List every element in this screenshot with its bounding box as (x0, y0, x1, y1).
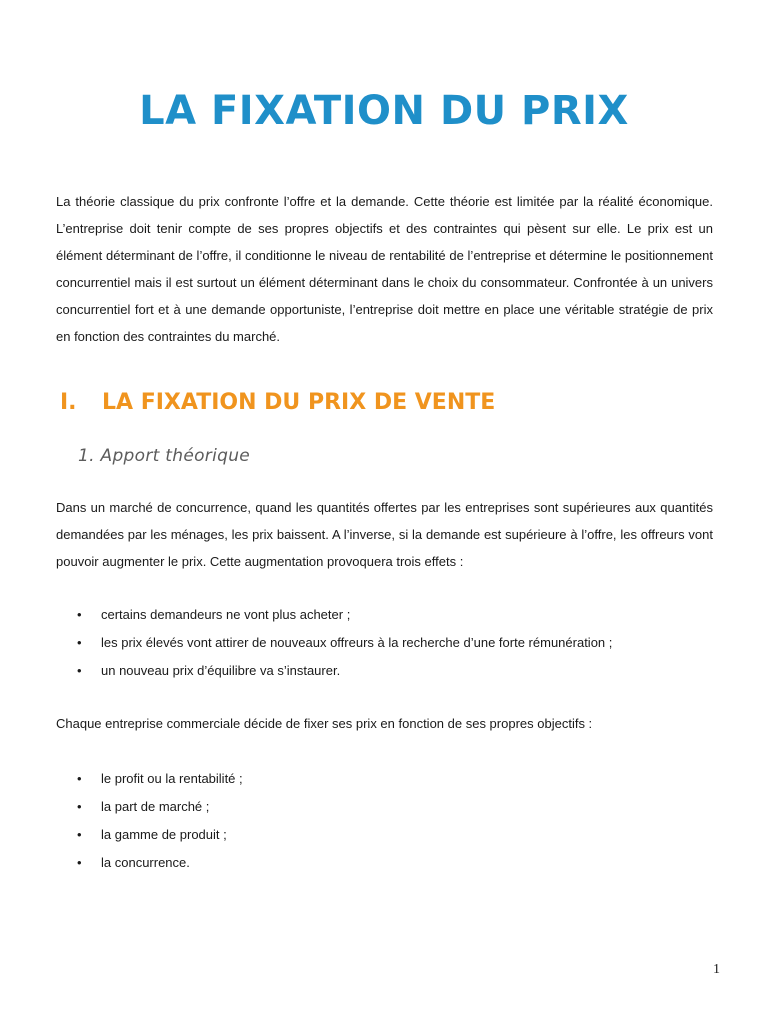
bullet-icon: • (77, 827, 82, 842)
section-number: I. (60, 390, 77, 415)
list-item (56, 657, 713, 685)
bullet-icon: • (77, 799, 82, 814)
bullet-icon: • (77, 635, 82, 650)
list-item (56, 849, 713, 877)
list-item-text: les prix élevés vont attirer de nouveaux offreurs à la recherche d’une forte rémunération ; (101, 635, 613, 650)
list-item-text: le profit ou la rentabilité ; (101, 771, 243, 786)
list-item-text: un nouveau prix d’équilibre va s’instaurer. (101, 663, 341, 678)
subsection-heading: 1. Apport théorique (78, 446, 251, 466)
bullet-icon: • (77, 663, 82, 678)
bullet-icon: • (77, 771, 82, 786)
list-item (56, 765, 713, 793)
list-item-text: la gamme de produit ; (101, 827, 227, 842)
list-item-text: la concurrence. (101, 855, 190, 870)
objectives-paragraph: Chaque entreprise commerciale décide de fixer ses prix en fonction de ses propres objectifs : (56, 716, 593, 731)
intro-paragraph: La théorie classique du prix confronte l’offre et la demande. Cette théorie est limitée par la réalité économique. L’entreprise doit tenir compte de ses propres objectifs et des contraintes qui pèsent sur elle. Le prix est un élément déterminant de l’offre, il conditionne le niveau de rentabilité de l’entreprise et détermine le positionnement concurrentiel mais il est surtout un élément déterminant dans le choix du consommateur. Confrontée à un univers concurrentiel fort et à une demande opportuniste, l’entreprise doit mettre en place une véritable stratégie de prix en fonction des contraintes du marché. (56, 194, 713, 344)
bullet-icon: • (77, 607, 82, 622)
list-item (56, 793, 713, 821)
objectives-list (56, 765, 713, 877)
page-title: LA FIXATION DU PRIX (139, 88, 629, 134)
list-item (56, 601, 713, 629)
list-item-text: la part de marché ; (101, 799, 210, 814)
list-item (56, 821, 713, 849)
theory-paragraph: Dans un marché de concurrence, quand les quantités offertes par les entreprises sont supérieures aux quantités demandées par les ménages, les prix baissent. A l’inverse, si la demande est supérieure à l’offre, les offreurs vont pouvoir augmenter le prix. Cette augmentation provoquera trois effets : (56, 500, 713, 569)
effects-list (56, 601, 713, 685)
section-title: LA FIXATION DU PRIX DE VENTE (102, 390, 496, 415)
page-number: 1 (713, 962, 720, 977)
section-heading (60, 390, 495, 415)
bullet-icon: • (77, 855, 82, 870)
list-item (56, 629, 713, 657)
list-item-text: certains demandeurs ne vont plus acheter ; (101, 607, 351, 622)
